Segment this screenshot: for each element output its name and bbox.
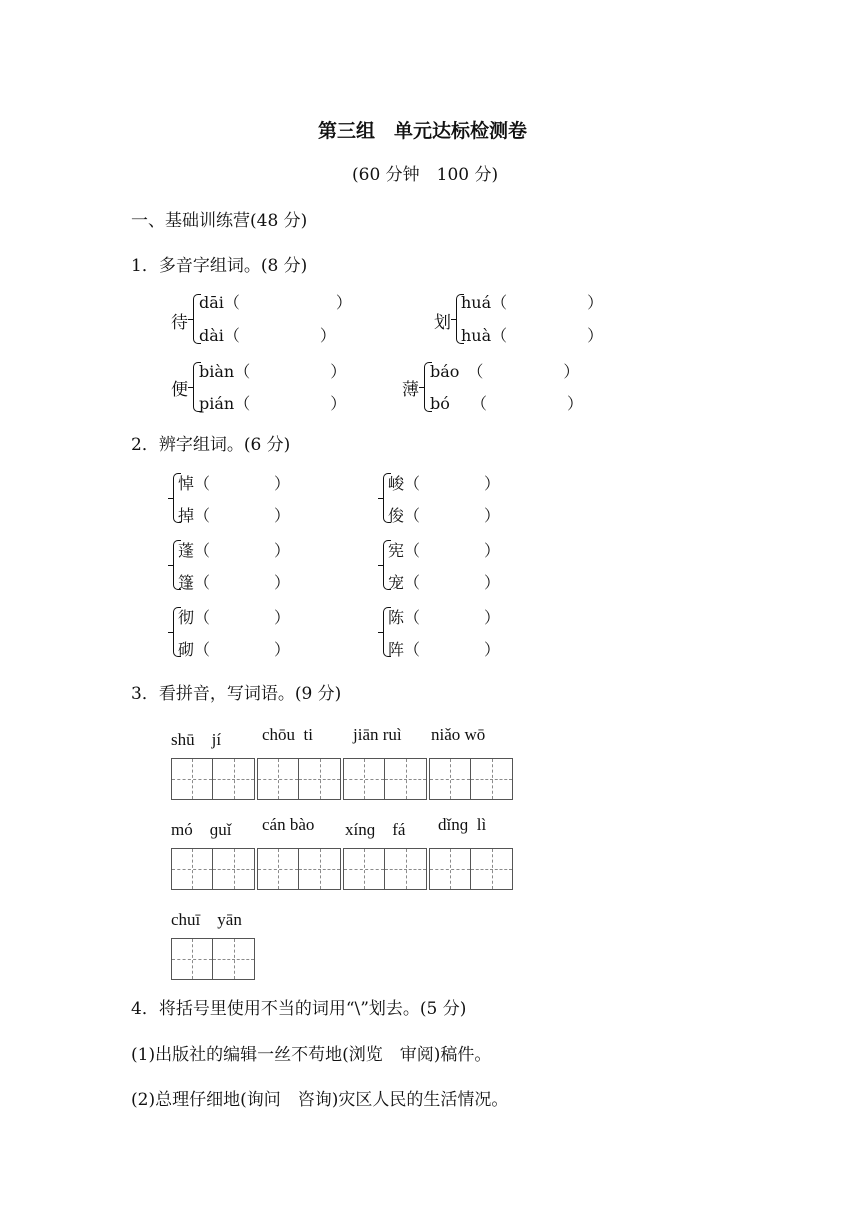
pair-line: 陈（ ） xyxy=(388,608,501,627)
pinyin-label: chōu ti xyxy=(262,725,313,744)
reading-line: dài（ ） xyxy=(199,326,336,345)
page-title: 第三组 单元达标检测卷 xyxy=(318,120,528,142)
pair-line: 砌（ ） xyxy=(178,640,291,659)
question-3-label: 3．看拼音，写词语。(9 分) xyxy=(131,684,342,704)
pair-line: 篷（ ） xyxy=(178,573,291,592)
writing-box[interactable] xyxy=(171,758,255,800)
polyphone-char: 薄 xyxy=(402,380,419,400)
pair-line: 宠（ ） xyxy=(388,573,501,592)
writing-box[interactable] xyxy=(257,758,341,800)
pair-line: 峻（ ） xyxy=(388,474,501,493)
writing-box[interactable] xyxy=(429,848,513,890)
polyphone-char: 便 xyxy=(171,380,188,400)
writing-grid-row xyxy=(171,938,257,980)
polyphone-char: 划 xyxy=(434,313,451,333)
pinyin-label: cán bào xyxy=(262,815,315,834)
reading-line: báo （ ） xyxy=(430,362,580,381)
pair-line: 阵（ ） xyxy=(388,640,501,659)
polyphone-char: 待 xyxy=(171,313,188,333)
pair-line: 蓬（ ） xyxy=(178,541,291,560)
pinyin-label: dǐnɡ lì xyxy=(438,815,487,834)
reading-line: biàn（ ） xyxy=(199,362,347,381)
pair-line: 宪（ ） xyxy=(388,541,501,560)
section-heading: 一、基础训练营(48 分) xyxy=(131,211,308,231)
writing-box[interactable] xyxy=(171,938,255,980)
writing-box[interactable] xyxy=(257,848,341,890)
reading-line: bó （ ） xyxy=(430,394,583,413)
writing-box[interactable] xyxy=(343,758,427,800)
writing-grid-row xyxy=(171,758,515,800)
writing-box[interactable] xyxy=(171,848,255,890)
page-subtitle: (60 分钟 100 分) xyxy=(352,165,499,185)
question-4-item: (1)出版社的编辑一丝不苟地(浏览 审阅)稿件。 xyxy=(131,1045,492,1065)
pinyin-label: niǎo wō xyxy=(431,725,486,744)
writing-grid-row xyxy=(171,848,515,890)
pinyin-label: shū jí xyxy=(171,730,222,749)
pinyin-label: mó ɡuǐ xyxy=(171,820,232,839)
pair-line: 彻（ ） xyxy=(178,608,291,627)
pair-line: 悼（ ） xyxy=(178,474,291,493)
reading-line: huà（ ） xyxy=(461,326,604,345)
pair-line: 掉（ ） xyxy=(178,506,291,525)
writing-box[interactable] xyxy=(343,848,427,890)
question-1-label: 1．多音字组词。(8 分) xyxy=(131,256,308,276)
writing-box[interactable] xyxy=(429,758,513,800)
reading-line: dāi（ ） xyxy=(199,293,352,312)
question-2-label: 2．辨字组词。(6 分) xyxy=(131,435,291,455)
question-4-label: 4．将括号里使用不当的词用“\”划去。(5 分) xyxy=(131,999,467,1019)
reading-line: pián（ ） xyxy=(199,394,347,413)
pinyin-label: chuī yān xyxy=(171,910,242,929)
pinyin-label: jiān ruì xyxy=(353,725,402,744)
pair-line: 俊（ ） xyxy=(388,506,501,525)
reading-line: huá（ ） xyxy=(461,293,604,312)
pinyin-label: xínɡ fá xyxy=(345,820,406,839)
question-4-item: (2)总理仔细地(询问 咨询)灾区人民的生活情况。 xyxy=(131,1090,509,1110)
